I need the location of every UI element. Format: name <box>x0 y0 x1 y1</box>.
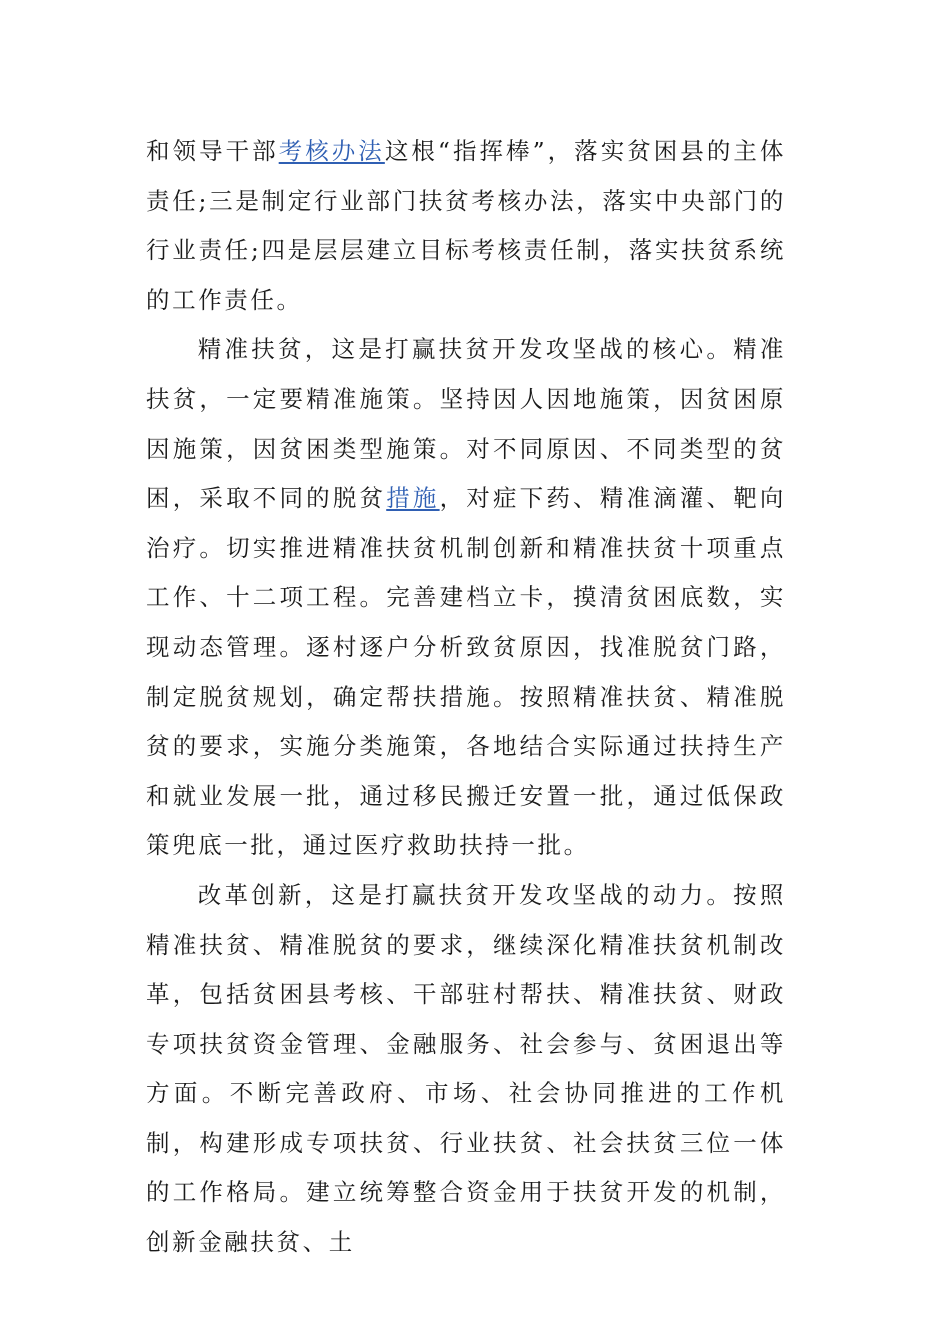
paragraph-1 <box>146 127 786 325</box>
paragraph-3-text: 改革创新，这是打赢扶贫开发攻坚战的动力。按照精准扶贫、精准脱贫的要求，继续深化精准扶贫机制改革，包括贫困县考核、干部驻村帮扶、精准扶贫、财政专项扶贫资金管理、金融服务、社会参与、贫困退出等方面。不断完善政府、市场、社会协同推进的工作机制，构建形成专项扶贫、行业扶贫、社会扶贫三位一体的工作格局。建立统筹整合资金用于扶贫开发的机制，创新金融扶贫、土 <box>146 880 786 1257</box>
paragraph-2-text-b: ，对症下药、精准滴灌、靶向治疗。切实推进精准扶贫机制创新和精准扶贫十项重点工作、十二项工程。完善建档立卡，摸清贫困底数，实现动态管理。逐村逐户分析致贫原因，找准脱贫门路，制定脱贫规划，确定帮扶措施。按照精准扶贫、精准脱贫的要求，实施分类施策，各地结合实际通过扶持生产和就业发展一批，通过移民搬迁安置一批，通过低保政策兜底一批，通过医疗救助扶持一批。 <box>146 484 786 860</box>
document-body <box>146 127 786 1268</box>
link-kaohe-banfa[interactable]: 考核办法 <box>278 137 385 165</box>
paragraph-2-text-a: 精准扶贫，这是打赢扶贫开发攻坚战的核心。精准扶贫，一定要精准施策。坚持因人因地施策，因贫困原因施策，因贫困类型施策。对不同原因、不同类型的贫困，采取不同的脱贫 <box>146 335 786 513</box>
paragraph-1-text-a: 和领导干部 <box>146 137 279 165</box>
paragraph-3 <box>146 871 786 1268</box>
paragraph-2 <box>146 325 786 871</box>
paragraph-1-text-b: 这根“指挥棒”，落实贫困县的主体责任;三是制定行业部门扶贫考核办法，落实中央部门的行业责任;四是层层建立目标考核责任制，落实扶贫系统的工作责任。 <box>146 137 787 314</box>
link-cuoshi[interactable]: 措施 <box>386 484 440 513</box>
